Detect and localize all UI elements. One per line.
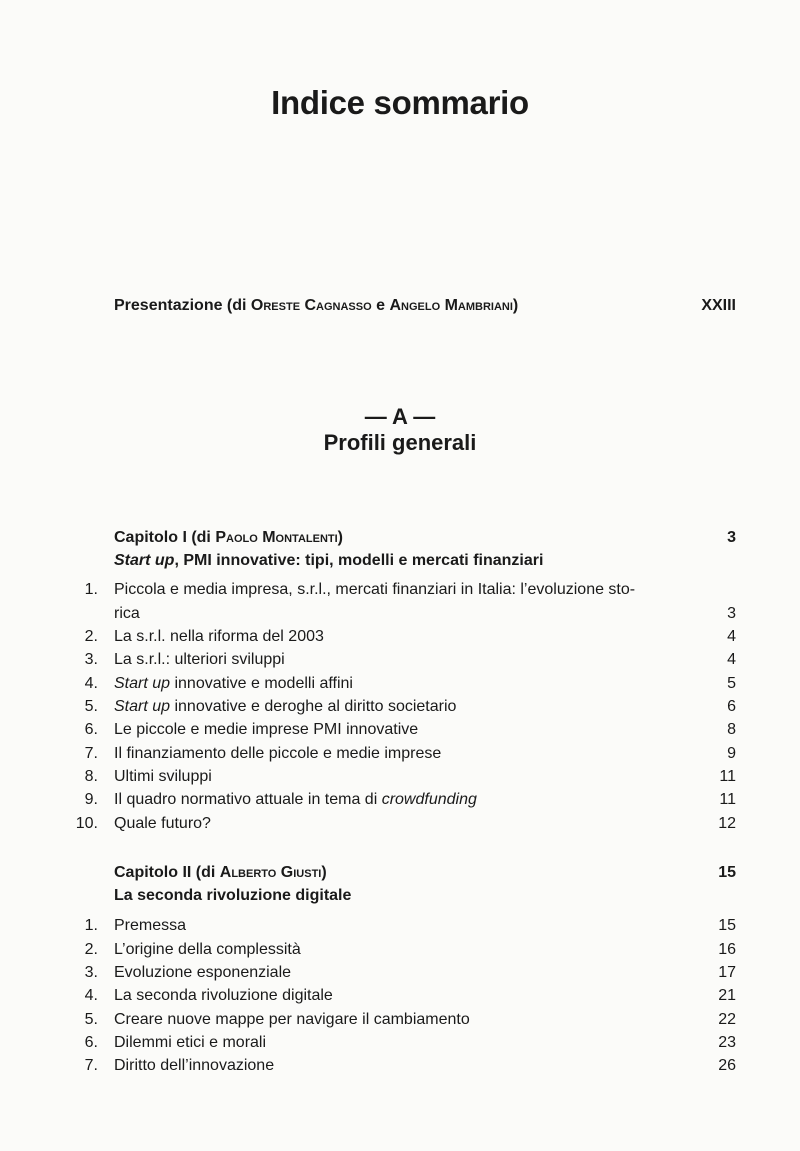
entry-page: 21 — [718, 987, 736, 1004]
entry-page: 15 — [718, 917, 736, 934]
entry-page: 16 — [718, 941, 736, 958]
entry-number: 4. — [84, 987, 98, 1004]
chapter-1-head-end: ) — [337, 529, 343, 546]
entry-text-italic: Start up — [114, 698, 171, 715]
entry-number: 4. — [84, 675, 98, 692]
chapter-2-head-start: Capitolo II (di — [114, 864, 220, 881]
entry-page: 3 — [727, 605, 736, 622]
entry-page: 11 — [719, 768, 736, 785]
entry-page: 4 — [727, 628, 736, 645]
entry-number: 7. — [84, 1057, 98, 1074]
entry-page: 5 — [727, 675, 736, 692]
entry-text: Le piccole e medie imprese PMI innovative — [114, 721, 419, 738]
presentazione-label: Presentazione (di — [114, 297, 251, 314]
presentazione-author-1: Oreste Cagnasso — [250, 297, 372, 314]
chapter-2-subtitle: La seconda rivoluzione digitale — [114, 887, 352, 904]
presentazione-page: XXIII — [701, 297, 736, 314]
entry-text: La seconda rivoluzione digitale — [114, 987, 333, 1004]
entry-number: 5. — [84, 1011, 98, 1028]
entry-page: 4 — [727, 651, 736, 668]
entry-page: 6 — [727, 698, 736, 715]
entry-page: 26 — [718, 1057, 736, 1074]
presentazione-label-end: ) — [512, 297, 519, 314]
entry-page: 17 — [718, 964, 736, 981]
chapter-1-author: Paolo Montalenti — [215, 529, 338, 546]
entry-number: 1. — [84, 581, 98, 598]
chapter-1-subtitle-italic: Start up — [114, 552, 175, 569]
entry-text: rica — [114, 605, 140, 622]
entry-text: Diritto dell’innovazione — [114, 1057, 275, 1074]
entry-page: 22 — [718, 1011, 736, 1028]
chapter-1-subtitle-rest: , PMI innovative: tipi, modelli e mercati finanziari — [174, 552, 544, 569]
entry-text: Dilemmi etici e morali — [114, 1034, 267, 1051]
page-title: Indice sommario — [271, 84, 529, 121]
entry-number: 3. — [84, 651, 98, 668]
entry-text-rest: Il quadro normativo attuale in tema di — [114, 791, 382, 808]
entry-text-rest: innovative e modelli affini — [170, 675, 353, 692]
entry-number: 8. — [84, 768, 98, 785]
entry-page: 23 — [718, 1034, 736, 1051]
entry-text: L’origine della complessità — [114, 941, 301, 958]
entry-number: 5. — [84, 698, 98, 715]
entry-number: 10. — [75, 815, 98, 832]
entry-text-italic: Start up — [114, 675, 171, 692]
section-mark: — A — — [364, 404, 436, 429]
presentazione-conj: e — [371, 297, 390, 314]
entry-text: La s.r.l. nella riforma del 2003 — [114, 628, 324, 645]
entry-number: 7. — [84, 745, 98, 762]
chapter-1-page: 3 — [727, 529, 736, 546]
entry-text: La s.r.l.: ulteriori sviluppi — [114, 651, 285, 668]
entry-number: 2. — [84, 941, 98, 958]
chapter-2-head-end: ) — [321, 864, 327, 881]
entry-text — [114, 695, 684, 718]
entry-text: Il finanziamento delle piccole e medie imprese — [114, 745, 442, 762]
entry-text: Creare nuove mappe per navigare il cambiamento — [114, 1011, 470, 1028]
entry-text-italic: crowdfunding — [381, 791, 477, 808]
entry-page: 8 — [727, 721, 736, 738]
entry-number: 9. — [84, 791, 98, 808]
entry-text: Piccola e media impresa, s.r.l., mercati finanziari in Italia: l’evoluzione sto- — [114, 581, 636, 598]
chapter-2-page: 15 — [718, 864, 736, 881]
entry-number: 3. — [84, 964, 98, 981]
entry-page: 9 — [727, 745, 736, 762]
entry-number: 1. — [84, 917, 98, 934]
entry-text — [114, 672, 684, 695]
chapter-2-author: Alberto Giusti — [219, 864, 322, 881]
chapter-1-subtitle — [114, 552, 694, 570]
section-title: Profili generali — [323, 430, 477, 455]
entry-page: 12 — [718, 815, 736, 832]
presentazione-entry — [114, 297, 736, 315]
entry-text: Evoluzione esponenziale — [114, 964, 292, 981]
chapter-1-heading — [114, 529, 736, 547]
entry-text: Premessa — [114, 917, 187, 934]
entry-page: 11 — [719, 791, 736, 808]
entry-text — [114, 788, 684, 811]
entry-number: 6. — [84, 721, 98, 738]
entry-number: 6. — [84, 1034, 98, 1051]
entry-text: Ultimi sviluppi — [114, 768, 212, 785]
entry-number: 2. — [84, 628, 98, 645]
presentazione-author-2: Angelo Mambriani — [389, 297, 513, 314]
entry-text-rest: innovative e deroghe al diritto societario — [170, 698, 457, 715]
chapter-2-heading — [114, 864, 736, 882]
entry-text: Quale futuro? — [114, 815, 211, 832]
chapter-1-head-start: Capitolo I (di — [114, 529, 216, 546]
